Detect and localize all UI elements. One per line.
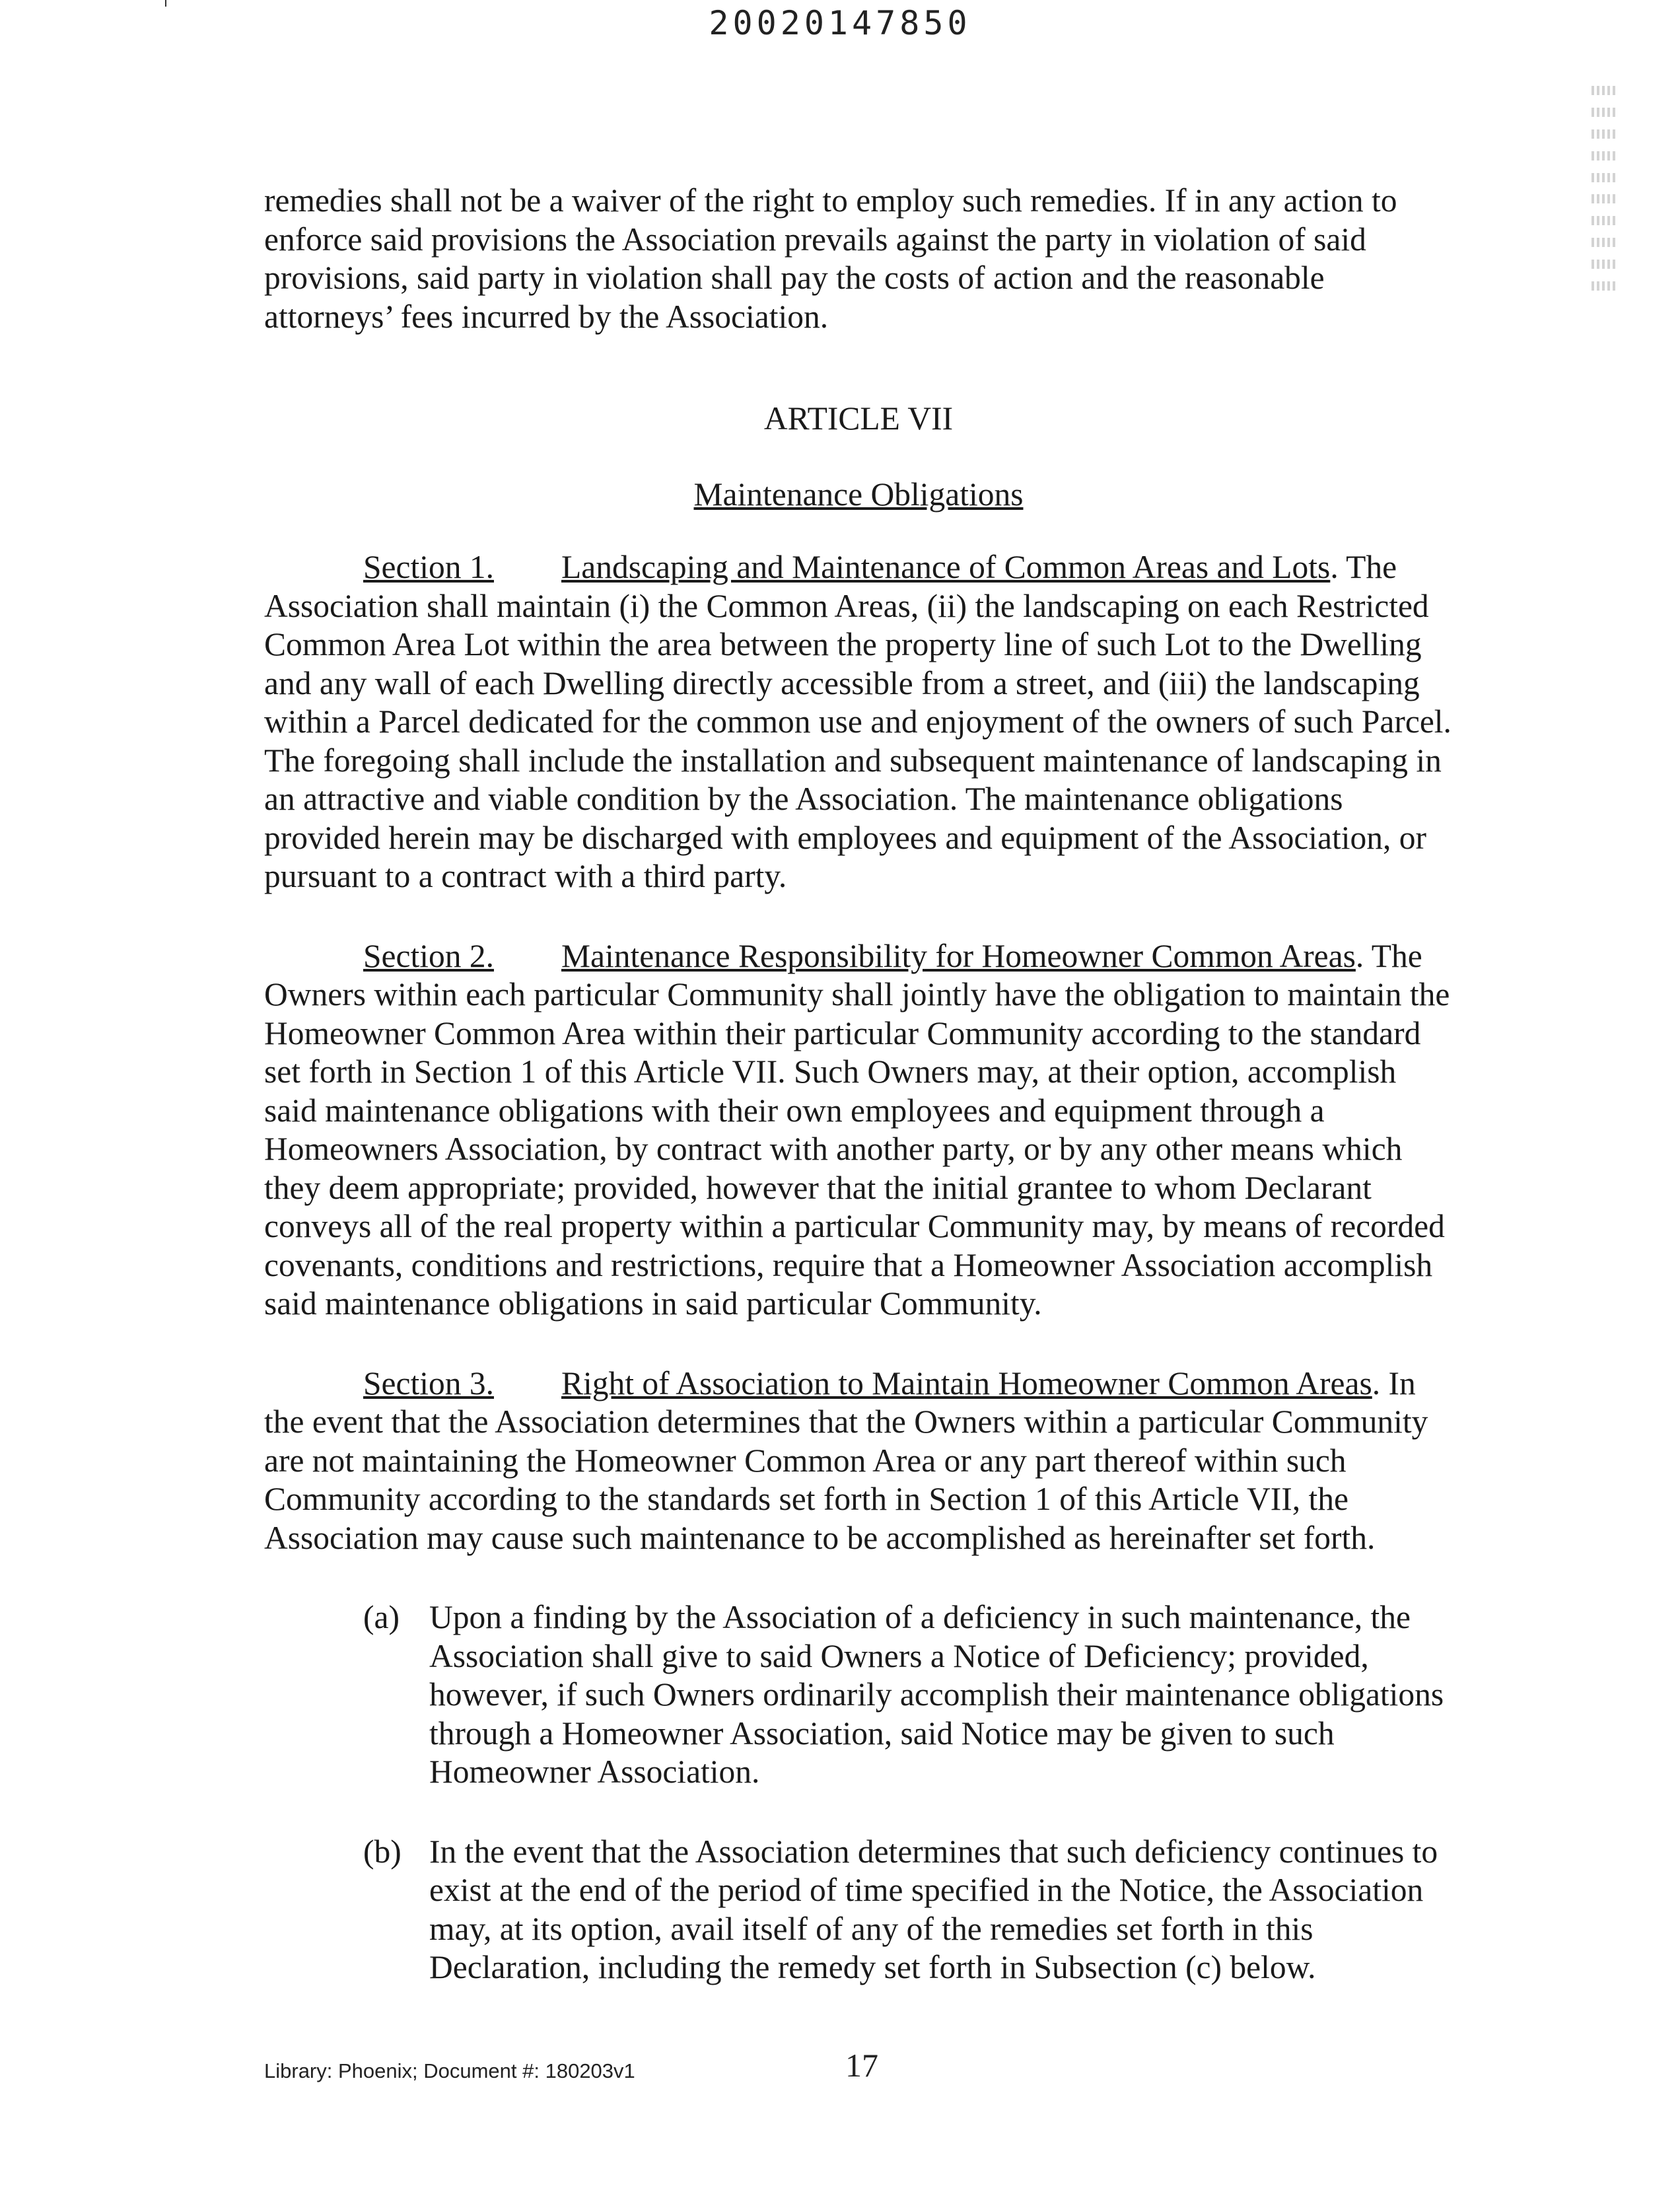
opening-paragraph: remedies shall not be a waiver of the right to employ such remedies. If in any action to enforce said provisions the Association prevails against the party in violation of said provisions, said party in violation shall pay the costs of action and the reasonable attorneys’ fees incurred by the Association. — [264, 182, 1397, 335]
section-2 — [264, 937, 1453, 1324]
section-2-title: Maintenance Responsibility for Homeowner Common Areas — [561, 937, 1356, 974]
article-title — [264, 476, 1453, 514]
subsection-b — [363, 1833, 1453, 1987]
section-3-title: Right of Association to Maintain Homeowner Common Areas — [561, 1365, 1372, 1401]
subsection-a-text: Upon a finding by the Association of a deficiency in such maintenance, the Association shall give to said Owners a Notice of Deficiency; provided, however, if such Owners ordinarily accomplish their maintenance obligations through a Homeowner Association, said Notice may be given to such Homeowner Association. — [429, 1599, 1444, 1790]
section-1-label: Section 1. — [363, 549, 494, 585]
page-number: 17 — [845, 2047, 878, 2084]
section-3-label: Section 3. — [363, 1365, 494, 1401]
page-body — [264, 182, 1453, 1987]
subsection-b-text: In the event that the Association determines that such deficiency continues to exist at the end of the period of time specified in the Notice, the Association may, at its option, avail itself of any of the remedies set forth in this Declaration, including the remedy set forth in Subsection (c) below. — [429, 1833, 1438, 1985]
recording-stamp — [1592, 86, 1618, 291]
footer-library-line: Library: Phoenix; Document #: 180203v1 — [264, 2059, 635, 2082]
article-title-text: Maintenance Obligations — [693, 476, 1024, 513]
subsection-a-letter: (a) — [363, 1599, 400, 1635]
section-1-body: . The Association shall maintain (i) the Common Areas, (ii) the landscaping on each Restricted Common Area Lot within the area between the property line of such Lot to the Dwelling and any wall of each Dwelling directly accessible from a street, and (iii) the landscaping within a Parcel dedicated for the common use and enjoyment of the owners of such Parcel. The foregoing shall include the installation and subsequent maintenance of landscaping in an attractive and viable condition by the Association. The maintenance obligations provided herein may be discharged with employees and equipment of the Association, or pursuant to a contract with a third party. — [264, 549, 1452, 894]
section-1 — [264, 548, 1453, 896]
subsection-b-letter: (b) — [363, 1833, 402, 1870]
section-3 — [264, 1365, 1453, 1558]
section-2-label: Section 2. — [363, 937, 494, 974]
subsection-a — [363, 1598, 1453, 1792]
section-2-body: . The Owners within each particular Community shall jointly have the obligation to maintain the Homeowner Common Area within their particular Community according to the standard set forth in Section 1 of this Article VII. Such Owners may, at their option, accomplish said maintenance obligations with their own employees and equipment through a Homeowners Association, by contract with another party, or by any other means which they deem appropriate; provided, however that the initial grantee to whom Declarant conveys all of the real property within a particular Community may, by means of recorded covenants, conditions and restrictions, require that a Homeowner Association accomplish said maintenance obligations in said particular Community. — [264, 937, 1450, 1322]
article-heading: ARTICLE VII — [763, 400, 954, 437]
document-number: 20020147850 — [709, 4, 971, 42]
section-3-body: . In the event that the Association determines that the Owners within a particular Community are not maintaining the Homeowner Common Area or any part thereof within such Community according to the standards set forth in Section 1 of this Article VII, the Association may cause such maintenance to be accomplished as hereinafter set forth. — [264, 1365, 1428, 1556]
section-1-title: Landscaping and Maintenance of Common Areas and Lots — [561, 549, 1331, 585]
